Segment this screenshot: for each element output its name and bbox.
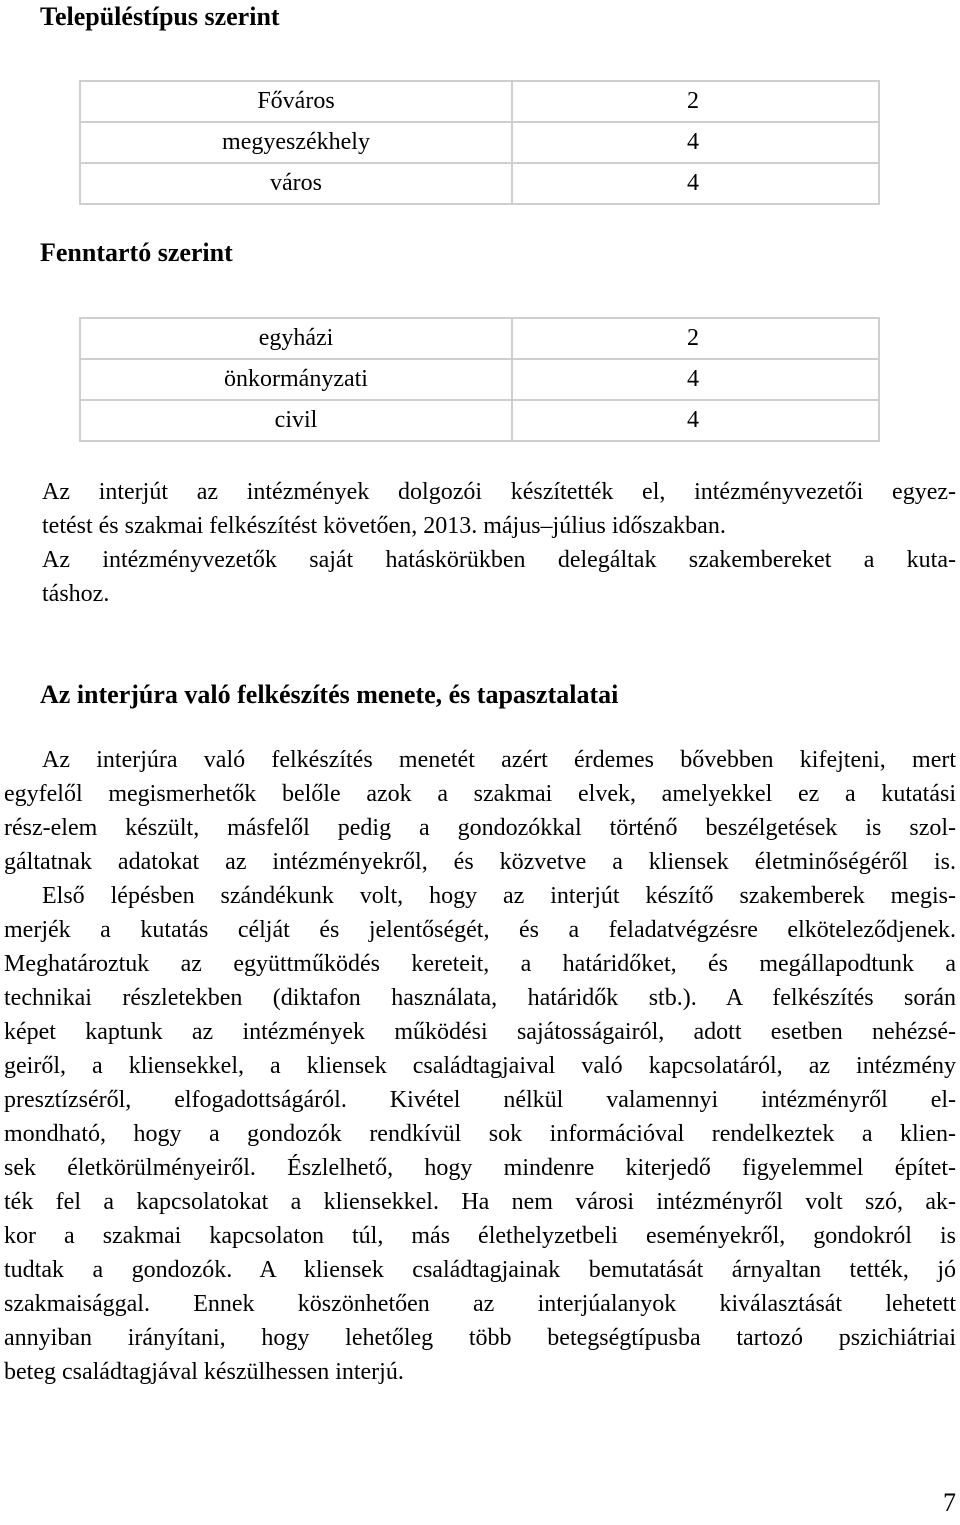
text-line: egyfelől megismerhetők belőle azok a szakmai elvek, amelyekkel ez a kutatási: [4, 781, 956, 807]
text-line: Az interjúra való felkészítés menetét azért érdemes bővebben kifejteni, mert: [42, 747, 956, 773]
table-row: [80, 400, 879, 441]
row-label: egyházi: [80, 318, 512, 359]
text-line: rész-elem készült, másfelől pedig a gondozókkal történő beszélgetések is szol-: [4, 815, 956, 841]
text-line: technikai részletekben (diktafon használata, határidők stb.). A felkészítés során: [4, 985, 956, 1011]
table-row: [80, 163, 879, 204]
settlement-type-table: [79, 80, 880, 205]
text-line: tudtak a gondozók. A kliensek családtagjainak bemutatását árnyaltan tették, jó: [4, 1257, 956, 1283]
text-line: Meghatároztuk az együttműködés kereteit, a határidőket, és megállapodtunk a: [4, 951, 956, 977]
text-line: táshoz.: [42, 581, 110, 607]
section-heading-interview-preparation: Az interjúra való felkészítés menete, és tapasztalatai: [40, 680, 619, 709]
row-value: 4: [512, 400, 879, 441]
text-line: ték fel a kapcsolatokat a kliensekkel. Ha nem városi intézményről volt szó, ak-: [4, 1189, 956, 1215]
text-line: merjék a kutatás célját és jelentőségét, és a feladatvégzésre elköteleződjenek.: [4, 917, 956, 943]
row-label: város: [80, 163, 512, 204]
text-line: presztízséről, elfogadottságáról. Kivétel nélkül valamennyi intézményről el-: [4, 1087, 956, 1113]
section-heading-settlement-type: Településtípus szerint: [40, 2, 280, 31]
text-line: beteg családtagjával készülhessen interjú.: [4, 1359, 404, 1385]
text-line: kor a szakmai kapcsolaton túl, más élethelyzetbeli eseményekről, gondokról is: [4, 1223, 956, 1249]
table-row: [80, 318, 879, 359]
text-line: képet kaptunk az intézmények működési sajátosságairól, adott esetben nehézsé-: [4, 1019, 956, 1045]
maintainer-table: [79, 317, 880, 442]
text-line: Az intézményvezetők saját hatáskörükben delegáltak szakembereket a kuta-: [42, 547, 956, 573]
row-value: 2: [512, 81, 879, 122]
text-line: tetést és szakmai felkészítést követően, 2013. május–július időszakban.: [42, 513, 726, 539]
row-label: Főváros: [80, 81, 512, 122]
text-line: szakmaisággal. Ennek köszönhetően az interjúalanyok kiválasztását lehetett: [4, 1291, 956, 1317]
text-line: sek életkörülményeiről. Észlelhető, hogy mindenre kiterjedő figyelemmel építet-: [4, 1155, 956, 1181]
row-label: megyeszékhely: [80, 122, 512, 163]
table-row: [80, 122, 879, 163]
section-heading-maintainer: Fenntartó szerint: [40, 238, 233, 267]
text-line: annyiban irányítani, hogy lehetőleg több betegségtípusba tartozó pszichiátriai: [4, 1325, 956, 1351]
text-line: Az interjút az intézmények dolgozói készítették el, intézményvezetői egyez-: [42, 479, 956, 505]
text-line: Első lépésben szándékunk volt, hogy az interjút készítő szakemberek megis-: [42, 883, 956, 909]
table-row: [80, 81, 879, 122]
row-value: 4: [512, 163, 879, 204]
row-label: civil: [80, 400, 512, 441]
row-value: 4: [512, 122, 879, 163]
row-value: 2: [512, 318, 879, 359]
row-label: önkormányzati: [80, 359, 512, 400]
row-value: 4: [512, 359, 879, 400]
page-number: 7: [943, 1488, 956, 1517]
table-row: [80, 359, 879, 400]
text-line: gáltatnak adatokat az intézményekről, és közvetve a kliensek életminőségéről is.: [4, 849, 956, 875]
text-line: mondható, hogy a gondozók rendkívül sok információval rendelkeztek a klien-: [4, 1121, 956, 1147]
text-line: geiről, a kliensekkel, a kliensek családtagjaival való kapcsolatáról, az intézmény: [4, 1053, 956, 1079]
